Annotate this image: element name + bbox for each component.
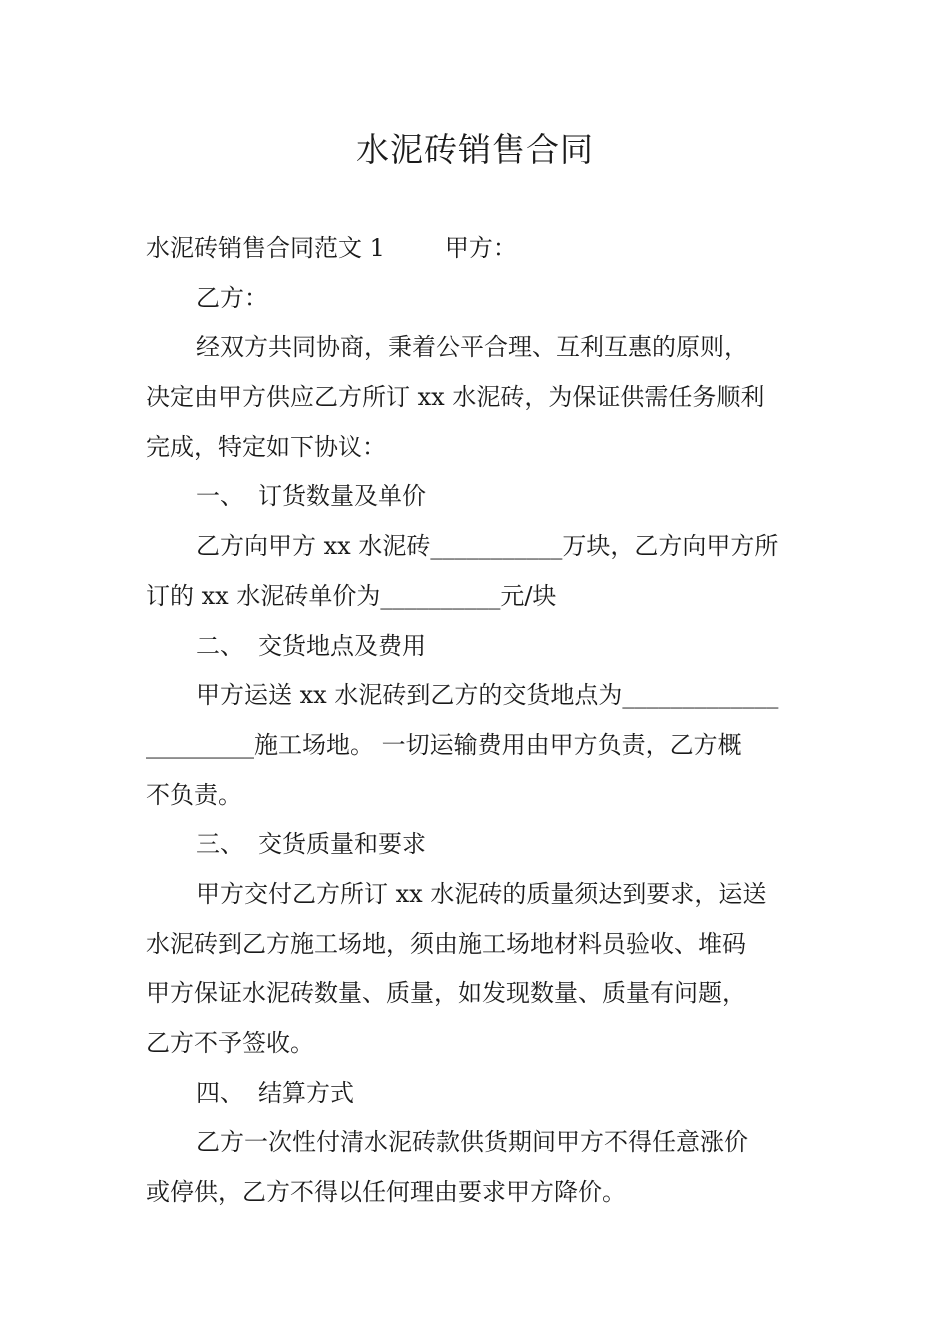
paragraph-line: 乙方不予签收。 xyxy=(146,1029,314,1057)
sample-heading: 水泥砖销售合同范文 1 xyxy=(146,234,385,262)
paragraph-line: 甲方运送 xx 水泥砖到乙方的交货地点为_____________ xyxy=(196,681,779,710)
paragraph-line: 乙方一次性付清水泥砖款供货期间甲方不得任意涨价 xyxy=(196,1128,748,1157)
document-body xyxy=(146,224,806,1218)
paragraph-line xyxy=(146,224,806,274)
paragraph-line: 决定由甲方供应乙方所订 xx 水泥砖，为保证供需任务顺利 xyxy=(146,383,765,412)
paragraph-line: 经双方共同协商，秉着公平合理、互利互惠的原则， xyxy=(196,333,748,362)
paragraph-line: 完成，特定如下协议： xyxy=(146,432,386,461)
section-heading xyxy=(146,622,806,672)
section-number: 二、 xyxy=(196,631,244,660)
section-title: 交货地点及费用 xyxy=(258,631,426,660)
section-number: 三、 xyxy=(196,830,244,859)
paragraph-line: 甲方交付乙方所订 xx 水泥砖的质量须达到要求，运送 xyxy=(196,879,767,908)
section-heading xyxy=(146,472,806,522)
section-title: 订货数量及单价 xyxy=(258,482,426,511)
section-number: 一、 xyxy=(196,482,244,511)
paragraph-line: 或停供，乙方不得以任何理由要求甲方降价。 xyxy=(146,1178,626,1207)
paragraph-line: 订的 xx 水泥砖单价为__________元/块 xyxy=(146,581,557,610)
paragraph-line: 甲方保证水泥砖数量、质量，如发现数量、质量有问题， xyxy=(146,979,746,1008)
document-title: 水泥砖销售合同 xyxy=(356,130,594,169)
paragraph-line: 不负责。 xyxy=(146,780,242,809)
party-b-label: 乙方： xyxy=(196,283,268,312)
party-a-label: 甲方： xyxy=(444,234,517,262)
paragraph-line: 水泥砖到乙方施工场地，须由施工场地材料员验收、堆码 xyxy=(146,929,746,958)
section-heading xyxy=(146,1069,806,1119)
paragraph-line: 乙方向甲方 xx 水泥砖___________万块，乙方向甲方所 xyxy=(196,532,779,561)
section-title: 结算方式 xyxy=(258,1078,354,1107)
section-number: 四、 xyxy=(196,1078,244,1107)
section-title: 交货质量和要求 xyxy=(258,830,426,859)
section-heading xyxy=(146,820,806,870)
paragraph-line: _________施工场地。 一切运输费用由甲方负责，乙方概 xyxy=(146,730,742,759)
